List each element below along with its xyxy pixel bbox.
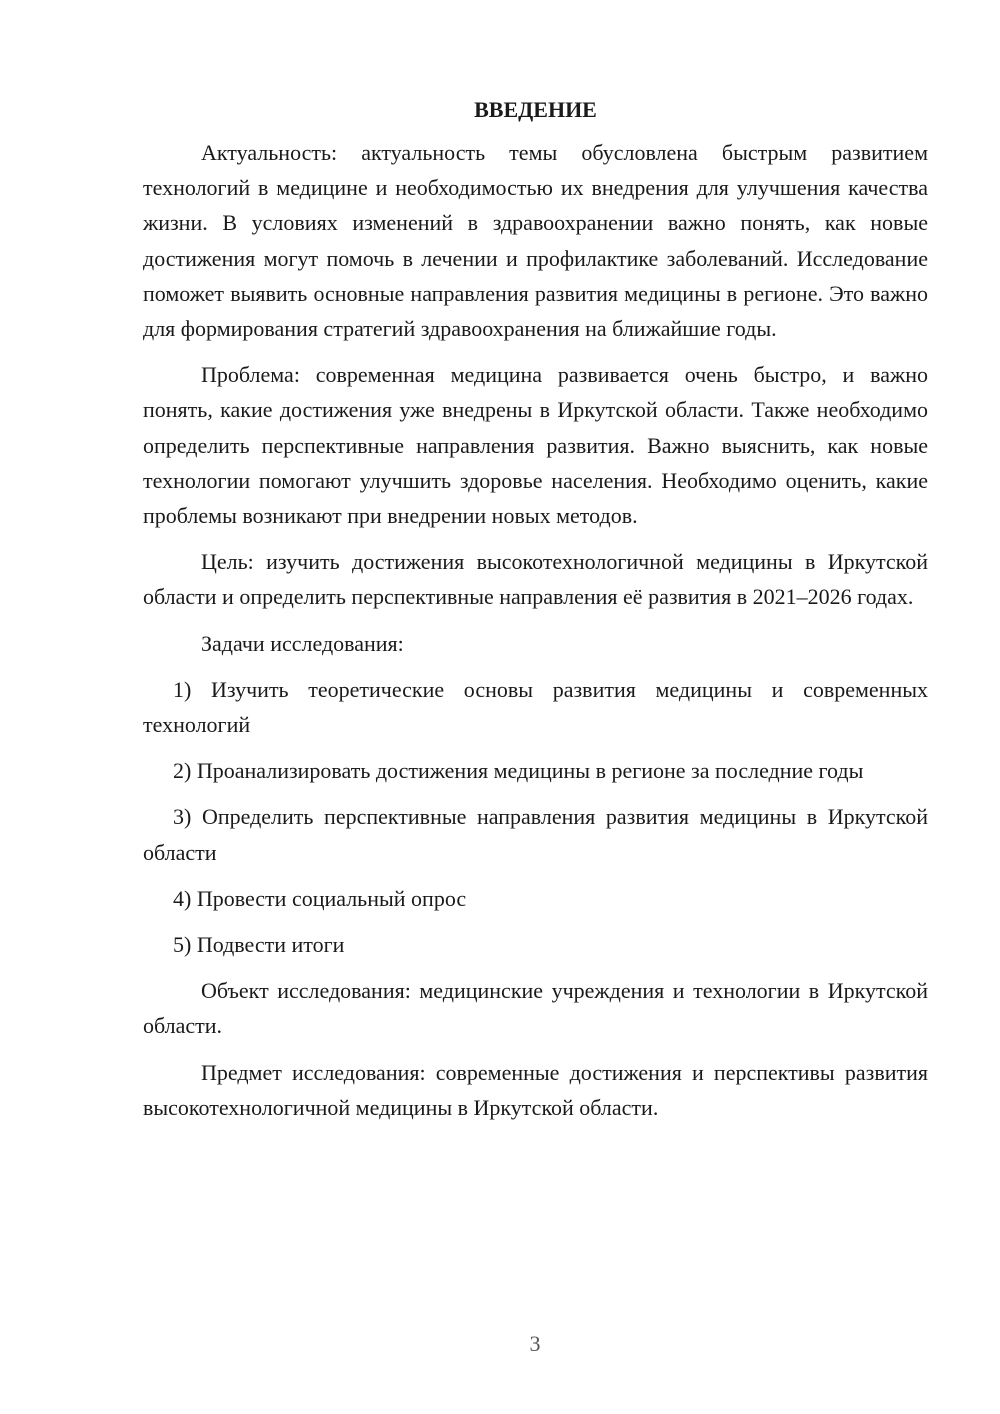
paragraph-subject: Предмет исследования: современные достижения и перспективы развития высокотехнологичной медицины в Иркутской области. <box>143 1059 928 1120</box>
page-number: 3 <box>529 1331 541 1356</box>
task-item: 4) Провести социальный опрос <box>173 885 467 911</box>
paragraph-relevance: Актуальность: актуальность темы обусловлена быстрым развитием технологий в медицине и необходимостью их внедрения для улучшения качества жизни. В условиях изменений в здравоохранении важно понять, как новые достижения могут помочь в лечении и профилактике заболеваний. Исследование поможет выявить основные направления развития медицины в регионе. Это важно для формирования стратегий здравоохранения на ближайшие годы. <box>143 140 928 342</box>
section-title: ВВЕДЕНИЕ <box>474 97 597 122</box>
task-item: 2) Проанализировать достижения медицины в регионе за последние годы <box>173 758 864 784</box>
task-item: 1) Изучить теоретические основы развития медицины и современных технологий <box>143 676 928 738</box>
tasks-heading: Задачи исследования: <box>201 630 404 656</box>
paragraph-goal: Цель: изучить достижения высокотехнологичной медицины в Иркутской области и определить перспективные направления её развития в 2021–2026 годах. <box>143 549 928 610</box>
paragraph-object: Объект исследования: медицинские учреждения и технологии в Иркутской области. <box>143 978 928 1039</box>
task-item: 5) Подвести итоги <box>173 932 345 958</box>
task-item: 3) Определить перспективные направления развития медицины в Иркутской области <box>143 804 928 865</box>
page-content <box>143 92 928 1136</box>
paragraph-problem: Проблема: современная медицина развивается очень быстро, и важно понять, какие достижения уже внедрены в Иркутской области. Также необходимо определить перспективные направления развития. Важно выяснить, как новые технологии помогают улучшить здоровье населения. Необходимо оценить, какие проблемы возникают при внедрении новых методов. <box>143 362 928 529</box>
